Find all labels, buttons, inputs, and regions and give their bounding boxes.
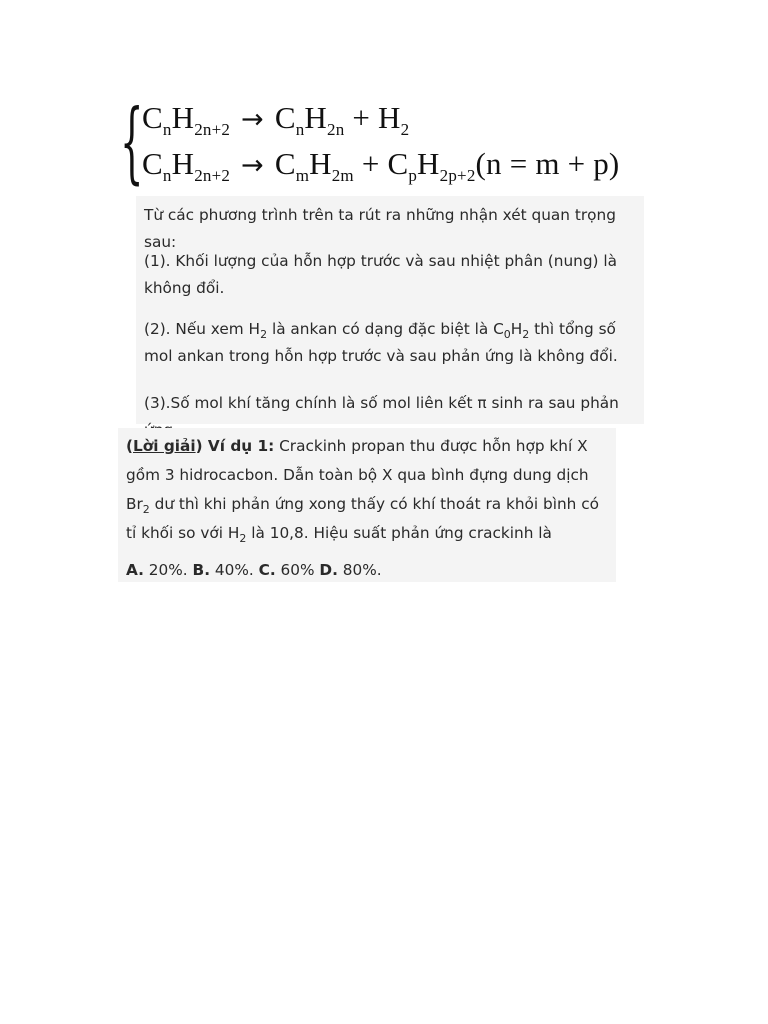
eq1-r1-sub-h: 2n <box>327 120 345 139</box>
option-a-key: A. <box>126 561 144 579</box>
eq1-lhs-sub-n: n <box>162 120 172 139</box>
eq2-r1-sub-h: 2m <box>331 166 354 185</box>
example-question-text-b: dư thì khi phản ứng xong thấy có khí thoát ra khỏi bình có tỉ khối so với H <box>126 495 600 542</box>
eq2-lhs-sub-n: n <box>162 166 172 185</box>
eq2-r2-c: C <box>387 146 409 181</box>
observation-2-sub-1: 2 <box>260 328 268 341</box>
observations-intro: Từ các phương trình trên ta rút ra những nhận xét quan trọng sau: <box>144 206 616 251</box>
eq1-plus: + <box>352 100 371 135</box>
eq1-r2-h: H <box>378 100 401 135</box>
example-open-paren: ( <box>126 437 133 455</box>
eq2-r2-sub-p: p <box>408 166 418 185</box>
answer-options <box>126 556 610 585</box>
reaction-equations <box>120 90 620 194</box>
solution-link[interactable]: Lời giải <box>133 437 196 455</box>
option-c-key: C. <box>258 561 276 579</box>
example-question-text-c: là 10,8. Hiệu suất phản ứng crackinh là <box>246 524 552 542</box>
eq2-lhs-c: C <box>142 146 163 181</box>
example-question <box>126 432 610 548</box>
eq2-lhs-h: H <box>171 146 195 181</box>
arrow-right-icon: → <box>241 150 264 181</box>
eq1-r2-sub: 2 <box>400 120 410 139</box>
observation-2-text-b: là ankan có dạng đặc biệt là C <box>267 320 504 338</box>
option-d-value: 80%. <box>337 561 382 579</box>
eq2-r2-h: H <box>417 146 440 181</box>
eq1-lhs-h: H <box>171 100 195 135</box>
eq1-r1-sub-n: n <box>295 120 305 139</box>
observation-2-text-a: (2). Nếu xem H <box>144 320 261 338</box>
eq1-r1-h: H <box>304 100 327 135</box>
observation-2 <box>144 316 640 370</box>
eq2-r1-h: H <box>309 146 332 181</box>
eq1-lhs-c: C <box>142 100 163 135</box>
curly-brace-icon: { <box>120 90 144 193</box>
eq2-r1-sub-m: m <box>295 166 310 185</box>
option-b-value: 40%. <box>210 561 259 579</box>
arrow-right-icon: → <box>241 104 264 135</box>
option-c-value: 60% <box>275 561 320 579</box>
example-close-paren: ) <box>195 437 203 455</box>
eq2-plus: + <box>361 146 380 181</box>
eq1-lhs-sub-h: 2n+2 <box>194 120 231 139</box>
option-a-value: 20%. <box>143 561 193 579</box>
example-title: Ví dụ 1: <box>202 437 275 455</box>
eq2-r1-c: C <box>274 146 296 181</box>
observations-block <box>136 196 644 424</box>
observation-2-sub-2: 0 <box>503 328 511 341</box>
example-question-sub-1: 2 <box>142 503 150 516</box>
option-b-key: B. <box>192 561 211 579</box>
equation-cracking <box>142 146 620 185</box>
option-d-key: D. <box>319 561 338 579</box>
example-block <box>118 428 616 582</box>
example-question-sub-2: 2 <box>239 532 247 545</box>
eq2-lhs-sub-h: 2n+2 <box>194 166 231 185</box>
eq2-r2-sub-h: 2p+2 <box>439 166 476 185</box>
observation-1: (1). Khối lượng của hỗn hợp trước và sau nhiệt phân (nung) là không đổi. <box>144 252 618 297</box>
eq1-r1-c: C <box>274 100 296 135</box>
equation-dehydrogenation <box>142 100 410 139</box>
observation-2-text-c: H <box>510 320 523 338</box>
observation-3: (3).Số mol khí tăng chính là số mol liên kết π sinh ra sau phản <box>144 394 619 412</box>
eq2-condition: (n = m + p) <box>475 146 620 181</box>
example-question-text-a: Crackinh propan thu được hỗn hợp khí X gồm 3 hidrocacbon. Dẫn toàn bộ X qua bình đựng dung dịch Br <box>126 437 589 513</box>
observation-2-sub-3: 2 <box>522 328 530 341</box>
observation-2-text-d: thì tổng số mol ankan trong hỗn hợp trước và sau phản ứng là không đổi. <box>144 320 618 365</box>
